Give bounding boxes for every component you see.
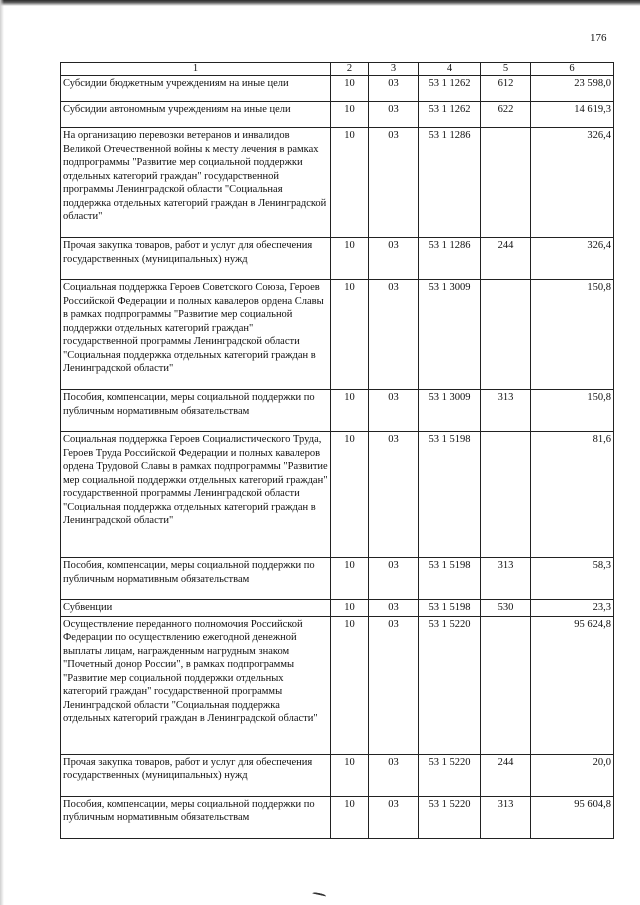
row-name: Пособия, компенсации, меры социальной поддержки по публичным нормативным обязательствам: [61, 390, 331, 432]
page-number: 176: [590, 32, 607, 44]
row-amount: 326,4: [531, 128, 614, 238]
row-vr: [481, 128, 531, 238]
row-csr: 53 1 5220: [419, 754, 481, 796]
row-amount: 150,8: [531, 280, 614, 390]
row-csr: 53 1 5198: [419, 600, 481, 617]
table-row: [61, 558, 614, 600]
row-csr: 53 1 5220: [419, 616, 481, 754]
row-vr: 622: [481, 102, 531, 128]
table-row: [61, 238, 614, 280]
row-amount: 23,3: [531, 600, 614, 617]
row-amount: 150,8: [531, 390, 614, 432]
row-razdel: 10: [331, 558, 369, 600]
table-row: [61, 432, 614, 558]
table-row: [61, 616, 614, 754]
row-name: Субсидии автономным учреждениям на иные цели: [61, 102, 331, 128]
table-row: [61, 796, 614, 838]
row-csr: 53 1 1286: [419, 128, 481, 238]
header-col-3: 3: [369, 63, 419, 76]
row-csr: 53 1 5198: [419, 558, 481, 600]
table-row: [61, 600, 614, 617]
row-podrazdel: 03: [369, 432, 419, 558]
row-vr: 530: [481, 600, 531, 617]
row-razdel: 10: [331, 754, 369, 796]
row-razdel: 10: [331, 616, 369, 754]
row-podrazdel: 03: [369, 754, 419, 796]
row-name: Социальная поддержка Героев Социалистического Труда, Героев Труда Российской Федерации и полных кавалеров ордена Трудовой Славы в рамках подпрограммы "Развитие мер социальной поддержки отдельных категорий граждан" государственной программы Ленинградской области "Социальная поддержка отдельных категорий граждан в Ленинградской области": [61, 432, 331, 558]
row-amount: 23 598,0: [531, 76, 614, 102]
row-razdel: 10: [331, 600, 369, 617]
row-razdel: 10: [331, 280, 369, 390]
row-razdel: 10: [331, 432, 369, 558]
row-amount: 95 624,8: [531, 616, 614, 754]
header-col-5: 5: [481, 63, 531, 76]
row-razdel: 10: [331, 76, 369, 102]
row-amount: 81,6: [531, 432, 614, 558]
row-podrazdel: 03: [369, 238, 419, 280]
row-csr: 53 1 3009: [419, 280, 481, 390]
row-vr: 244: [481, 754, 531, 796]
row-name: Субсидии бюджетным учреждениям на иные цели: [61, 76, 331, 102]
row-name: Субвенции: [61, 600, 331, 617]
row-podrazdel: 03: [369, 616, 419, 754]
row-razdel: 10: [331, 102, 369, 128]
row-name: Прочая закупка товаров, работ и услуг для обеспечения государственных (муниципальных) нужд: [61, 754, 331, 796]
row-amount: 20,0: [531, 754, 614, 796]
table-row: [61, 280, 614, 390]
row-podrazdel: 03: [369, 600, 419, 617]
scan-left-edge: [0, 0, 4, 905]
row-name: Социальная поддержка Героев Советского Союза, Героев Российской Федерации и полных кавалеров ордена Славы в рамках подпрограммы "Развитие мер социальной поддержки отдельных категорий граждан" государственной программы Ленинградской области "Социальная поддержка отдельных категорий граждан в Ленинградской области": [61, 280, 331, 390]
header-col-2: 2: [331, 63, 369, 76]
row-amount: 58,3: [531, 558, 614, 600]
row-csr: 53 1 5220: [419, 796, 481, 838]
row-amount: 95 604,8: [531, 796, 614, 838]
row-podrazdel: 03: [369, 390, 419, 432]
table-row: [61, 128, 614, 238]
table-row: [61, 76, 614, 102]
row-podrazdel: 03: [369, 558, 419, 600]
row-vr: 244: [481, 238, 531, 280]
row-razdel: 10: [331, 796, 369, 838]
row-vr: 612: [481, 76, 531, 102]
table-row: [61, 390, 614, 432]
table-row: [61, 754, 614, 796]
row-vr: [481, 616, 531, 754]
row-amount: 14 619,3: [531, 102, 614, 128]
row-podrazdel: 03: [369, 102, 419, 128]
row-csr: 53 1 5198: [419, 432, 481, 558]
row-name: На организацию перевозки ветеранов и инвалидов Великой Отечественной войны к месту лечения в рамках подпрограммы "Развитие мер социальной поддержки отдельных категорий граждан" государственной программы Ленинградской области "Социальная поддержка отдельных категорий граждан в Ленинградской области": [61, 128, 331, 238]
row-name: Осуществление переданного полномочия Российской Федерации по осуществлению ежегодной денежной выплаты лицам, награжденным нагрудным знаком "Почетный донор России", в рамках подпрограммы "Развитие мер социальной поддержки отдельных категорий граждан" государственной программы Ленинградской области "Социальная поддержка отдельных категорий граждан в Ленинградской области": [61, 616, 331, 754]
row-amount: 326,4: [531, 238, 614, 280]
scan-top-edge: [0, 0, 640, 6]
table-row: [61, 102, 614, 128]
row-csr: 53 1 1262: [419, 102, 481, 128]
header-col-1: 1: [61, 63, 331, 76]
row-name: Прочая закупка товаров, работ и услуг для обеспечения государственных (муниципальных) нужд: [61, 238, 331, 280]
budget-table: [60, 62, 614, 839]
header-col-4: 4: [419, 63, 481, 76]
row-vr: [481, 432, 531, 558]
row-razdel: 10: [331, 238, 369, 280]
row-podrazdel: 03: [369, 128, 419, 238]
row-podrazdel: 03: [369, 796, 419, 838]
row-vr: 313: [481, 558, 531, 600]
row-name: Пособия, компенсации, меры социальной поддержки по публичным нормативным обязательствам: [61, 796, 331, 838]
header-row: [61, 63, 614, 76]
row-razdel: 10: [331, 390, 369, 432]
row-vr: 313: [481, 390, 531, 432]
row-vr: 313: [481, 796, 531, 838]
row-csr: 53 1 3009: [419, 390, 481, 432]
row-name: Пособия, компенсации, меры социальной поддержки по публичным нормативным обязательствам: [61, 558, 331, 600]
row-csr: 53 1 1262: [419, 76, 481, 102]
pen-tick-mark: [312, 892, 327, 900]
row-vr: [481, 280, 531, 390]
header-col-6: 6: [531, 63, 614, 76]
row-podrazdel: 03: [369, 280, 419, 390]
row-csr: 53 1 1286: [419, 238, 481, 280]
row-podrazdel: 03: [369, 76, 419, 102]
row-razdel: 10: [331, 128, 369, 238]
